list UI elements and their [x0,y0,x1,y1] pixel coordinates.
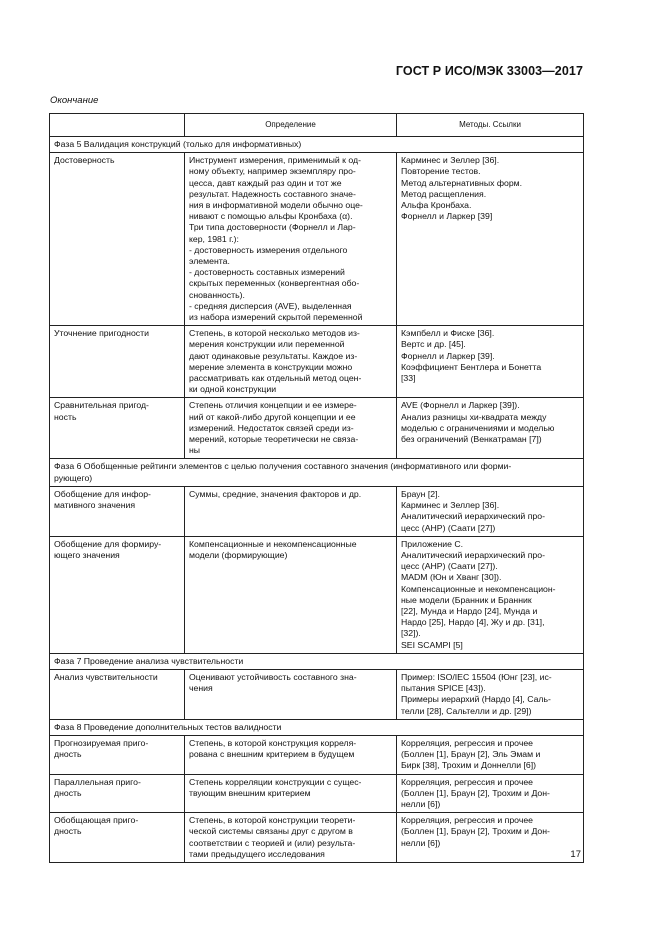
definition-cell [185,669,397,719]
definition-line: ному объекту, например экземпляру про- [189,166,356,177]
methods-line: Браун [2]. [401,488,440,499]
definition-line: - достоверность измерения отдельного [189,244,348,255]
criterion-name-line: Прогнозируемая приго- [54,737,149,748]
methods-line: Нардо [25], Нардо [4], Жу и др. [31], [401,617,545,628]
table-row [50,326,584,398]
methods-line: Коэффициент Бентлера и Бонетта [401,361,542,372]
definition-line: Оценивают устойчивость составного зна- [189,671,357,682]
definition-line: Суммы, средние, значения факторов и др. [189,488,362,499]
definition-line: ния в информативной модели обычно оце- [189,200,363,211]
criterion-name [50,735,185,774]
table-header-row [50,114,584,137]
definition-line: Компенсационные и некомпенсационные [189,538,357,549]
methods-cell [397,669,584,719]
definition-line: ки одной конструкции [189,384,277,395]
criterion-name-line: дность [54,826,82,837]
methods-line: (Боллен [1], Браун [2], Эль Эмам и [401,749,541,760]
criterion-name [50,486,185,536]
methods-line: моделью с ограничениями и моделью [401,422,555,433]
methods-cell [397,153,584,326]
methods-line: [32]). [401,628,421,639]
methods-line: Форнелл и Ларкер [39]. [401,350,495,361]
definition-cell [185,398,397,459]
criterion-name-line: дность [54,787,82,798]
table-row [50,536,584,653]
table-row [50,669,584,719]
definition-line: Степень, в которой несколько методов из- [189,328,360,339]
criterion-name [50,813,185,863]
methods-cell [397,398,584,459]
definition-line: рассматривать как отдельный метод оцен- [189,373,362,384]
phase-title: Фаза 5 Валидация конструкций (только для информативных) [50,137,584,153]
criterion-name [50,669,185,719]
phase-row [50,719,584,735]
table-row [50,774,584,813]
definition-line: дают одинаковые результаты. Каждое из- [189,350,358,361]
methods-line: Вертс и др. [45]. [401,339,466,350]
methods-line: Аналитический иерархический про- [401,549,545,560]
methods-line: Кэмпбелл и Фиске [36]. [401,328,495,339]
criterion-name [50,536,185,653]
methods-line: Примеры иерархий (Нардо [4], Саль- [401,694,551,705]
phase-title-line: Фаза 6 Обобщенные рейтинги элементов с целью получения составного значения (информативного или форми- [54,461,512,472]
definition-cell [185,326,397,398]
methods-cell [397,735,584,774]
criterion-name [50,398,185,459]
methods-line: Компенсационные и некомпенсацион- [401,583,556,594]
methods-line: Бирк [38], Трохим и Доннелли [6]) [401,760,537,771]
methods-line: Приложение С. [401,538,464,549]
criterion-name-line: Сравнительная пригод- [54,400,149,411]
criterion-name-line: Параллельная приго- [54,776,141,787]
methods-line: Пример: ISO/IEC 15504 (Юнг [23], ис- [401,671,552,682]
methods-line: цесс (AHP) (Саати [27]). [401,561,498,572]
phase-title [50,459,584,486]
methods-line: нелли [6]) [401,798,441,809]
methods-line: Аналитический иерархический про- [401,511,545,522]
definition-cell [185,735,397,774]
criterion-name: Достоверность [50,153,185,326]
criterion-name-line: Анализ чувствительности [54,671,158,682]
definition-cell [185,536,397,653]
methods-line: Метод альтернативных форм. [401,177,523,188]
methods-line: нелли [6]) [401,837,441,848]
methods-line: ные модели (Бранник и Бранник [401,594,532,605]
definition-cell [185,774,397,813]
definition-line: ний от какой-либо другой концепции и ее [189,411,356,422]
methods-line: Карминес и Зеллер [36]. [401,500,500,511]
methods-line: без ограничений (Венкатраман [7]) [401,434,542,445]
definition-cell [185,813,397,863]
definition-line: чения [189,683,213,694]
phase-title: Фаза 8 Проведение дополнительных тестов валидности [50,719,584,735]
table-row [50,813,584,863]
definition-line: Степень, в которой конструкции теорети- [189,815,356,826]
methods-line: [22], Мунда и Нардо [24], Мунда и [401,605,538,616]
criterion-name-line: дность [54,749,82,760]
methods-cell [397,326,584,398]
phase-title-line: рующего) [54,472,93,483]
methods-line: Корреляция, регрессия и прочее [401,776,534,787]
page-number: 17 [570,849,581,860]
definition-line: - средняя дисперсия (AVE), выделенная [189,300,352,311]
table-row [50,735,584,774]
methods-cell [397,486,584,536]
methods-line: Метод расщепления. [401,188,487,199]
criterion-name-line: Обобщение для инфор- [54,488,151,499]
methods-line: Корреляция, регрессия и прочее [401,737,534,748]
criterion-name: Уточнение пригодности [50,326,185,398]
column-header: Определение [185,114,397,137]
definition-line: цесса, давт каждый раз один и тот же [189,177,342,188]
definition-line: элемента. [189,256,230,267]
phase-row [50,653,584,669]
methods-table [49,113,584,863]
criterion-name-line: мативного значения [54,500,136,511]
definition-line: мерения конструкции или переменной [189,339,345,350]
definition-line: рована с внешним критерием в будущем [189,749,355,760]
definition-line: твующим внешним критерием [189,787,311,798]
phase-title: Фаза 7 Проведение анализа чувствительности [50,653,584,669]
column-header: Методы. Ссылки [397,114,584,137]
methods-line: (Боллен [1], Браун [2], Трохим и Дон- [401,787,550,798]
definition-line: результат. Надежность составного значе- [189,188,356,199]
definition-cell [185,486,397,536]
column-header [50,114,185,137]
criterion-name-line: ющего значения [54,549,120,560]
definition-line: Степень отличия концепции и ее измере- [189,400,357,411]
methods-line: (Боллен [1], Браун [2], Трохим и Дон- [401,826,550,837]
table-body [50,137,584,863]
definition-line: - достоверность составных измерений [189,267,345,278]
standard-header: ГОСТ Р ИСО/МЭК 33003—2017 [395,64,583,78]
definition-line: снованность). [189,289,245,300]
definition-line: Инструмент измерения, применимый к од- [189,155,361,166]
methods-cell [397,774,584,813]
methods-line: Корреляция, регрессия и прочее [401,815,534,826]
definition-line: измерений. Недостаток связей среди из- [189,422,354,433]
criterion-name-line: ность [54,411,77,422]
continuation-label: Окончание [50,95,99,106]
definition-line: ческой системы связаны друг с другом в [189,826,353,837]
phase-row [50,137,584,153]
criterion-name-line: Обобщающая приго- [54,815,139,826]
methods-line: пытания SPICE [43]). [401,683,486,694]
criterion-name [50,774,185,813]
definition-line: скрытых переменных (конвергентная обо- [189,278,360,289]
definition-line: нивают с помощью альфы Кронбаха (α). [189,211,353,222]
methods-line: AVE (Форнелл и Ларкер [39]). [401,400,520,411]
methods-line: телли [28], Сальтелли и др. [29]) [401,705,532,716]
definition-line: соответствии с теорией и (или) результа- [189,837,356,848]
criterion-name-line: Обобщение для формиру- [54,538,162,549]
methods-line: MADM (Юн и Хванг [30]). [401,572,502,583]
definition-cell [185,153,397,326]
table-row [50,153,584,326]
definition-line: из набора измерений скрытой переменной [189,312,363,323]
methods-line: Форнелл и Ларкер [39] [401,211,493,222]
definition-line: кер, 1981 г.): [189,233,239,244]
definition-line: мерений, которые теоретически не связа- [189,434,359,445]
methods-line: SEI SCAMPI [5] [401,639,463,650]
definition-line: тами предыдущего исследования [189,848,325,859]
definition-line: мерение элемента в конструкции можно [189,361,353,372]
methods-cell [397,536,584,653]
methods-line: Анализ разницы хи-квадрата между [401,411,547,422]
definition-line: Степень корреляции конструкции с сущес- [189,776,362,787]
methods-line: Альфа Кронбаха. [401,200,472,211]
methods-cell [397,813,584,863]
table-row [50,486,584,536]
methods-line: Повторение тестов. [401,166,481,177]
methods-line: Карминес и Зеллер [36]. [401,155,500,166]
definition-line: Три типа достоверности (Форнелл и Лар- [189,222,356,233]
methods-line: цесс (AHP) (Саати [27]) [401,522,496,533]
definition-line: Степень, в которой конструкция корреля- [189,737,357,748]
definition-line: ны [189,445,201,456]
phase-row [50,459,584,486]
definition-line: модели (формирующие) [189,549,288,560]
table-row [50,398,584,459]
methods-line: [33] [401,373,416,384]
